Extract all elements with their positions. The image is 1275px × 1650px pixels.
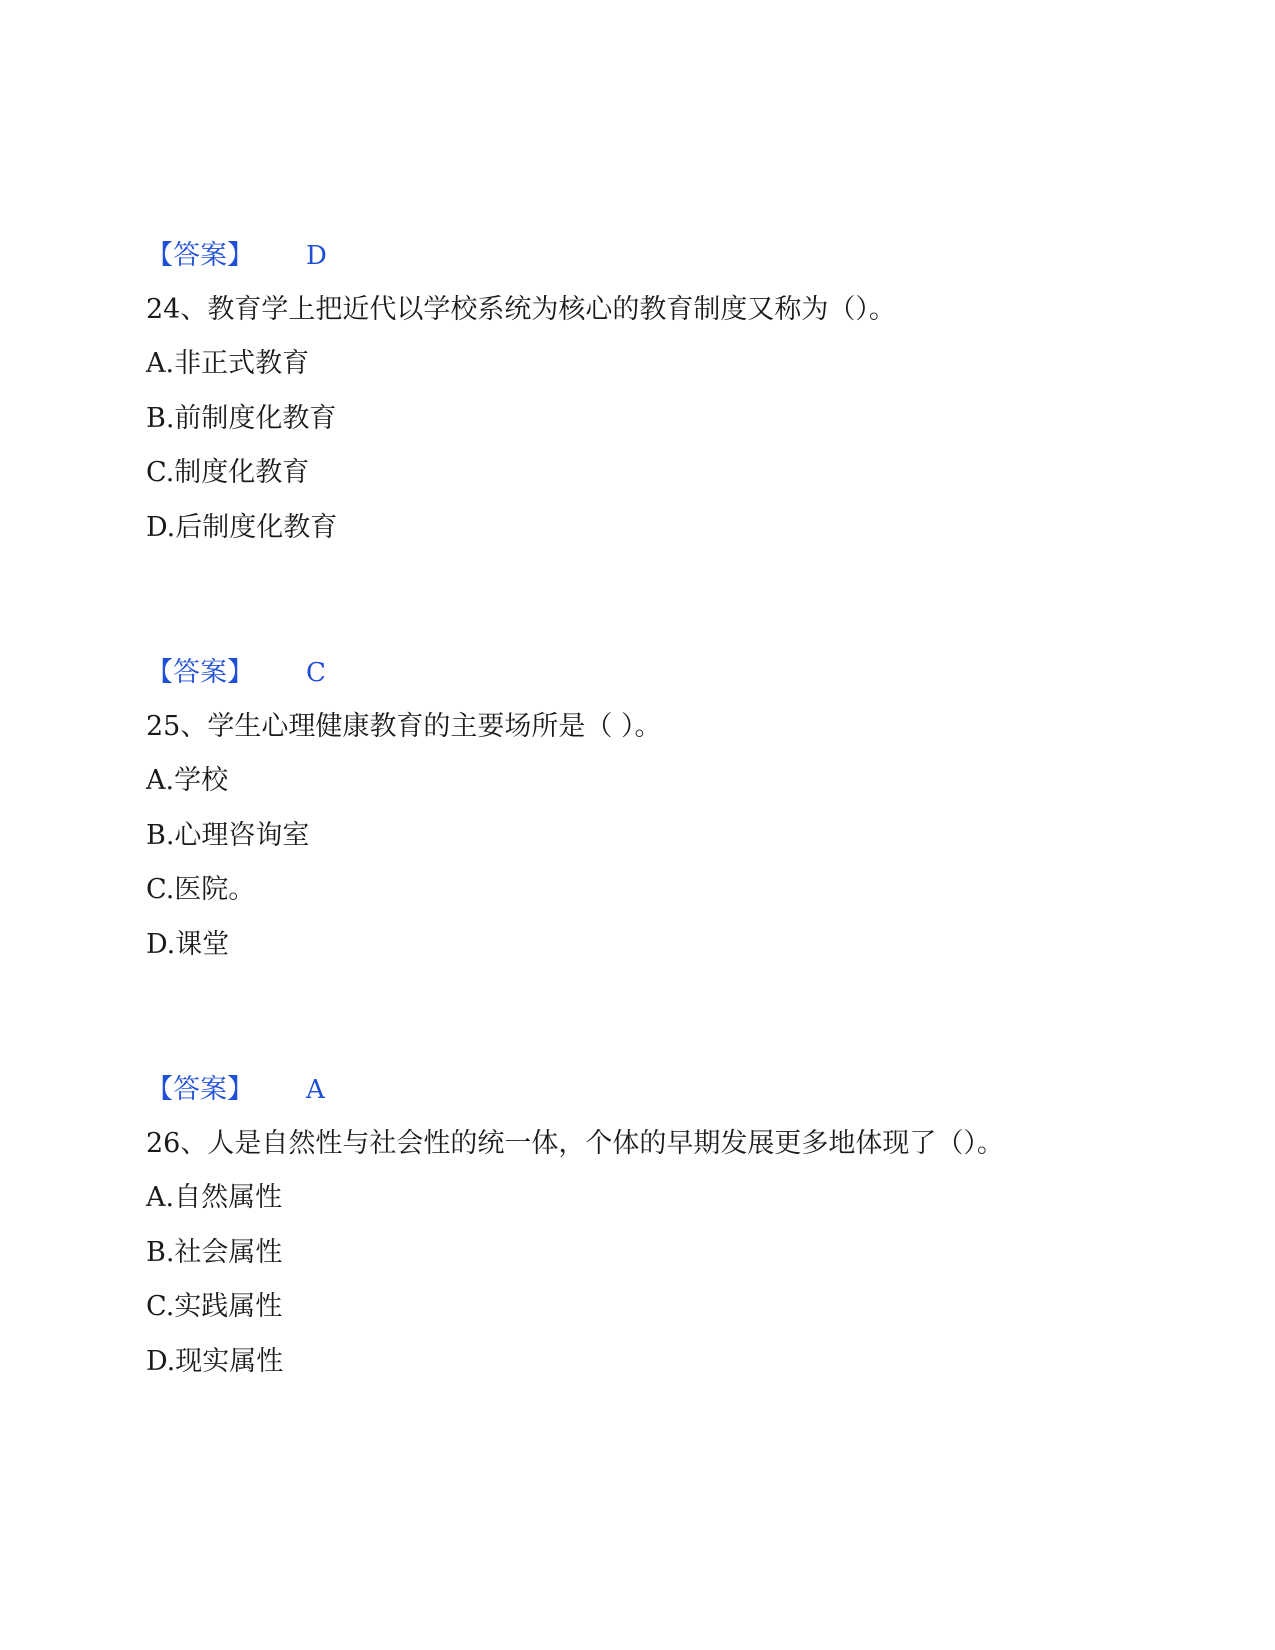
option-c: C.制度化教育 bbox=[146, 457, 310, 488]
option-d: D.后制度化教育 bbox=[146, 512, 338, 543]
option-b: B.前制度化教育 bbox=[146, 403, 337, 434]
answer-line bbox=[146, 1072, 325, 1108]
question-text: 25、学生心理健康教育的主要场所是（ ）。 bbox=[146, 711, 662, 742]
option-a: A.非正式教育 bbox=[146, 348, 310, 379]
answer-label: 【答案】 bbox=[146, 1074, 254, 1105]
option-c: C.医院。 bbox=[146, 874, 256, 905]
option-c: C.实践属性 bbox=[146, 1291, 283, 1322]
answer-value: D bbox=[306, 241, 327, 271]
answer-line bbox=[146, 655, 326, 691]
option-a: A.自然属性 bbox=[146, 1182, 283, 1213]
answer-value: A bbox=[306, 1075, 325, 1105]
question-text: 26、人是自然性与社会性的统一体，个体的早期发展更多地体现了（）。 bbox=[146, 1128, 1004, 1159]
option-d: D.课堂 bbox=[146, 929, 230, 960]
answer-label: 【答案】 bbox=[146, 657, 254, 688]
answer-label: 【答案】 bbox=[146, 240, 254, 271]
answer-value: C bbox=[306, 658, 326, 688]
option-a: A.学校 bbox=[146, 765, 229, 796]
option-d: D.现实属性 bbox=[146, 1346, 284, 1377]
answer-line bbox=[146, 238, 327, 274]
option-b: B.心理咨询室 bbox=[146, 820, 310, 851]
option-b: B.社会属性 bbox=[146, 1237, 283, 1268]
question-text: 24、教育学上把近代以学校系统为核心的教育制度又称为（）。 bbox=[146, 294, 896, 325]
